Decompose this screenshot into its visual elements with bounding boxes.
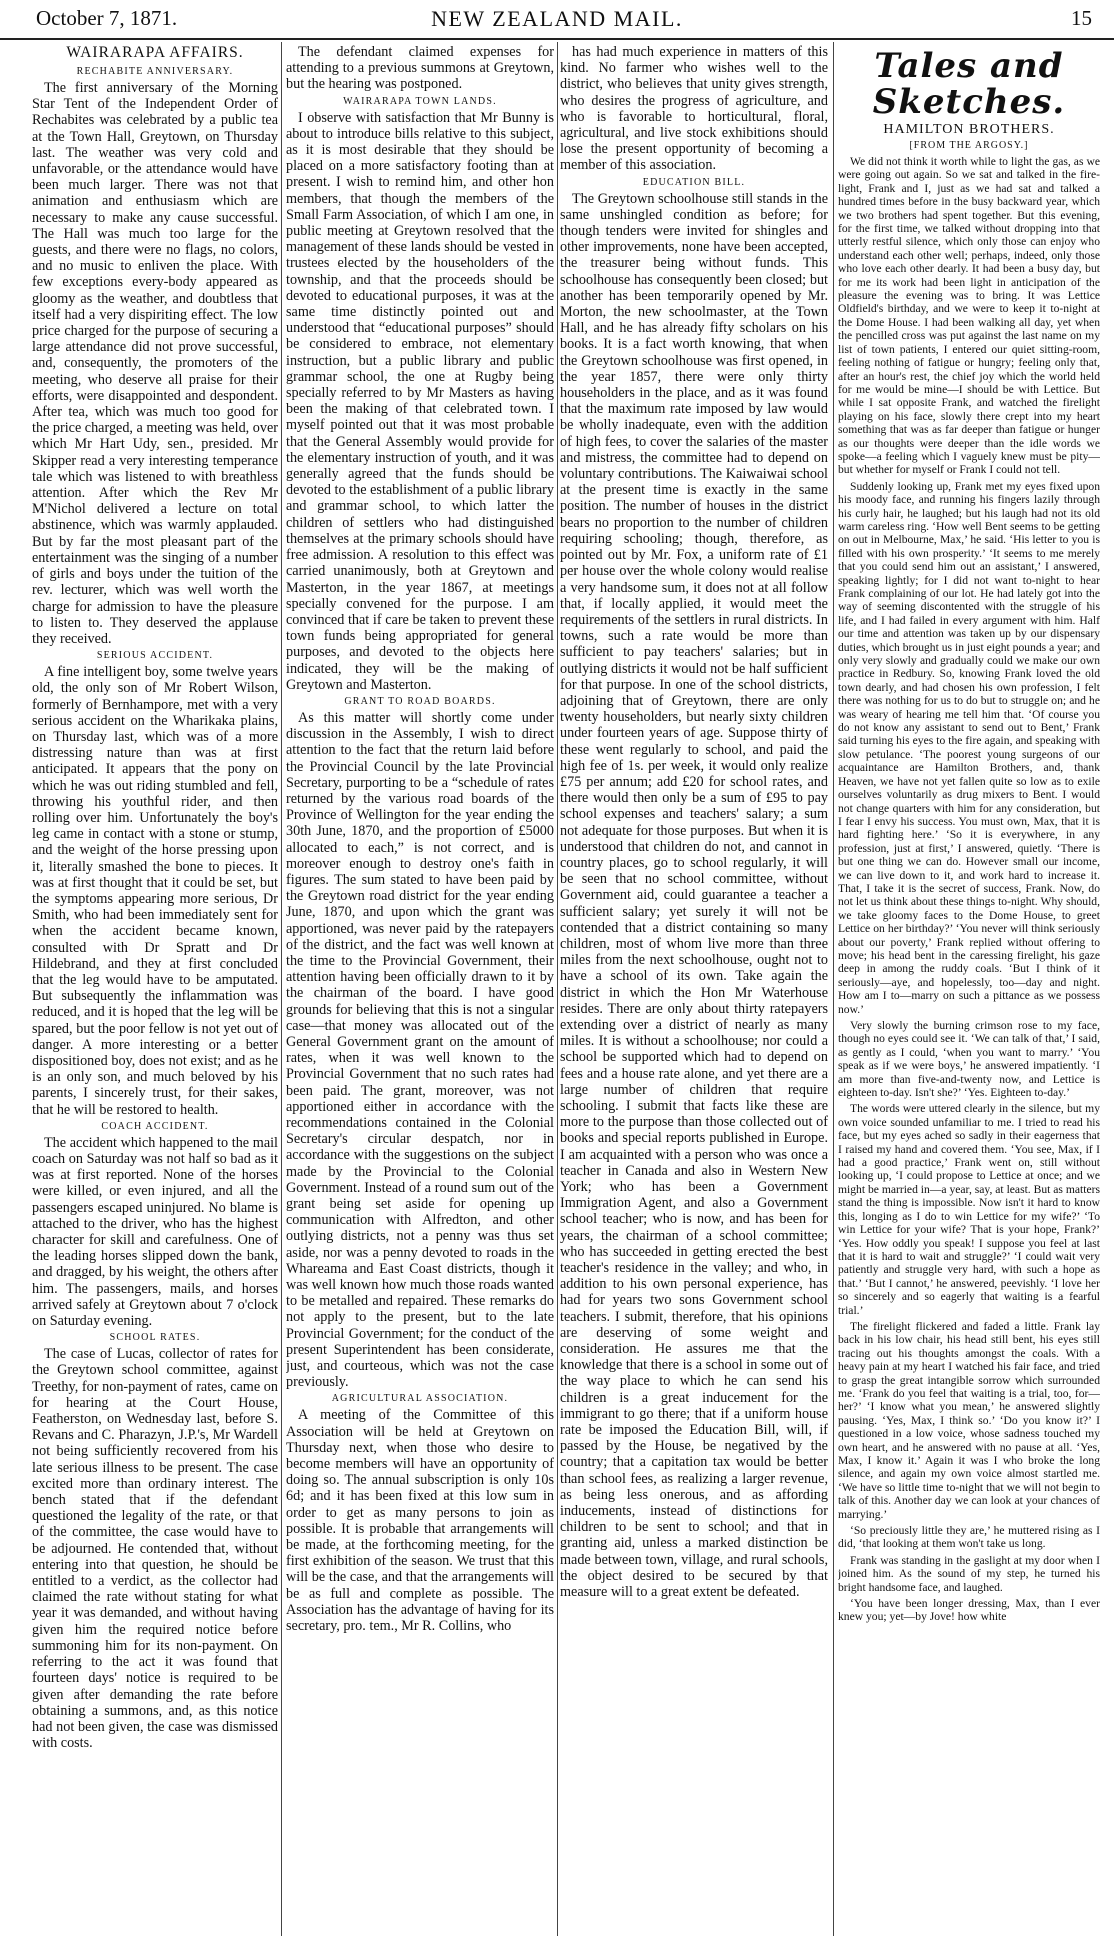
story-paragraph: Very slowly the burning crimson rose to my face, though no eyes could see it. ‘We can talk of that,’ I said, as gently as I could, ‘when you want to marry.’ ‘You speak as if we were boys,’ he answered impatiently. ‘I am more than five-and-twenty now, and Lettice is eighteen to-day. Isn't she?’ ‘Yes. Eighteen to-day.’ — [838, 1019, 1100, 1100]
story-source: [FROM THE ARGOSY.] — [909, 140, 1029, 151]
article-paragraph: A fine intelligent boy, some twelve years old, the only son of Mr Robert Wilson, formerly of Bernhampore, met with a very serious accident on the Wharikaka plains, on Thursday last, which was of a more distressing nature than was at first anticipated. It appears that the pony on which he was out riding stumbled and fell, throwing his youthful rider, and then rolling over him. Unfortunately the boy's leg came in contact with a stone or stump, and the weight of the horse pressing upon it, literally smashed the bone to pieces. It was at first thought that it could be set, but the symptoms appearing more serious, Dr Smith, who had been immediately sent for when the accident became known, consulted with Dr Spratt and Dr Hildebrand, and they at first concluded that the leg would have to be amputated. But subsequently the inflammation was reduced, and it is hoped that the leg will be spared, but the poor fellow is not yet out of danger. A more interesting or a better dispositioned boy, does not exist; and as he is an only son, and much beloved by his parents, I sincerely trust, for their sakes, that he will be restored to health. — [32, 664, 278, 1118]
column-4 — [838, 44, 1100, 1934]
article-paragraph: The case of Lucas, collector of rates for the Greytown school committee, against Treethy, for non-payment of rates, came on for hearing at the Court House, Featherston, on Wednesday last, before S. Revans and C. Pharazyn, J.P.'s, Mr Wardell not being sufficiently recovered from his late serious illness to be present. The case excited more than ordinary interest. The bench stated that if the defendant questioned the legality of the rate, or that of the committee, the case would have to be adjourned. He contended that, without entering into that question, he should be entitled to a verdict, as the collector had claimed the rate without stating for what year it was demanded, and without having given him the required notice before summoning him for its non-payment. On referring to the act it was found that fourteen days' notice is required to be given after demanding the rate before obtaining a summons, and, as this notice had not been given, the case was dismissed with costs. — [32, 1346, 278, 1752]
article-headline: WAIRARAPA AFFAIRS. — [66, 44, 244, 61]
section-title: WAIRARAPA TOWN LANDS. — [343, 95, 497, 107]
section-title: SCHOOL RATES. — [109, 1332, 201, 1344]
column-rule — [833, 42, 834, 1936]
article-paragraph: The Greytown schoolhouse still stands in the same unshingled condition as before; for though tenders were invited for shingles and other improvements, none have been accepted, the treasurer being without funds. This schoolhouse has consequently been closed; but another has been temporarily opened by Mr. Morton, the new schoolmaster, at the Town Hall, and he has already fifty scholars on his books. It is a fact worth knowing, that when the Greytown schoolhouse was first opened, in the year 1857, there were only thirty householders in the place, and as it was found that the maximum rate imposed by law would be wholly inadequate, even with the addition of high fees, to cover the salaries of the master and mistress, the committee had to depend on voluntary contributions. The Kaiwaiwai school at the present time is exactly in the same position. The number of houses in the district bears no proportion to the number of children requiring schooling; though, therefore, as pointed out by Mr. Fox, a uniform rate of £1 per house over the whole colony would realise a very handsome sum, it does not at all follow that, if locally applied, it would meet the requirements of the settlers in rural districts. In towns, such a rate would be more than sufficient to pay teachers' salaries; but in outlying districts it would not be half sufficient for that purpose. In one of the school districts, adjoining that of Greytown, there are only twenty householders, but nearly sixty children under fourteen years of age. Suppose thirty of these went regularly to school, and paid the high fee of 1s. per week, it would only realize £75 per annum; add £20 for school rates, and there would then only be a sum of £95 to pay school expenses and teachers' salary; a sum not adequate for those purposes. But when it is understood that children do not, and cannot in country places, go to school regularly, it will be seen that no school committee, without Government aid, could guarantee a teacher a sufficient salary; yet surely it will not be contended that a district containing so many children, most of whom live more than three miles from the next schoolhouse, ought not to have a school of its own. Take again the district in which the Hon Mr Waterhouse resides. There are only about thirty ratepayers extending over a district of nearly as many miles. It is without a schoolhouse; nor could a school be supported which had to depend on fees and a house rate alone, and yet there are a large number of children that require schooling. I submit that facts like these are more to the purpose than those collected out of books and special reports published in Europe. I am acquainted with a person who was once a teacher in Canada and also in Western New York; who has been a Government Immigration Agent, and also a Government school teacher; who is now, and has been for years, the chairman of a school committee; who has succeeded in getting erected the best teacher's residence in the valley; and who, in addition to his own personal experience, has had for years two sons Government school teachers. I submit, therefore, that his opinions are deserving of some weight and consideration. He assures me that the knowledge that there is a school in some out of the way place to which he can send his children is a great inducement for the immigrant to go there; that if a uniform house rate be imposed the Education Bill, will, if passed by the House, be negatived by the country; that a capitation tax would be better than school fees, as realizing a larger revenue, as being less onerous, and as affording inducements, instead of distinctions for children to be sent to school; and that in granting aid, unless a marked distinction be made between town, village, and rural schools, the object desired to be secured by that measure will to a great extent be defeated. — [560, 190, 828, 1601]
story-paragraph: ‘You have been longer dressing, Max, than I ever knew you; yet—by Jove! how white — [838, 1597, 1100, 1624]
section-title: AGRICULTURAL ASSOCIATION. — [331, 1393, 509, 1405]
story-paragraph: The firelight flickered and faded a little. Frank lay back in his low chair, his head still bent, his eyes still tracing out his thoughts amongst the coals. With a heavy pain at my heart I watched his fair face, and tried to grasp the great intangible sorrow which surrounded me. ‘Frank do you feel that waiting is a trial, too, for—her?’ ‘I know what you mean,’ he answered slightly pausing. ‘Yes, Max, I think so.’ ‘Do you know it?’ I questioned in a low voice, whose sadness touched my own heart, and he answered with no pause at all. ‘Yes, Max, I know it.’ Again it was I who broke the long silence, and again my own voice almost startled me. ‘We have so little time to-night that we will not begin to talk of this. Another day we can look at your chances of marrying.’ — [838, 1319, 1100, 1521]
page-number: 15 — [1071, 6, 1092, 30]
section-title: EDUCATION BILL. — [642, 176, 746, 188]
section-title: SERIOUS ACCIDENT. — [96, 650, 214, 662]
column-2 — [286, 44, 554, 1934]
issue-date: October 7, 1871. — [36, 6, 178, 30]
column-1 — [32, 44, 278, 1934]
story-paragraph: Frank was standing in the gaslight at my door when I joined him. As the sound of my step, he turned his bright handsome face, and laughed. — [838, 1553, 1100, 1594]
article-paragraph: The first anniversary of the Morning Star Tent of the Independent Order of Rechabites was celebrated by a public tea at the Town Hall, Greytown, on Thursday last. The weather was very cold and unfavorable, or the attendance would have been much larger. There was not that animation and enthusiasm which are necessary to make any cause successful. The Hall was much too large for the guests, and there were no flags, no colors, and no music to enliven the place. With few exceptions every-body appeared as gloomy as the weather, and doubtless that itself had a very dispiriting effect. The low price charged for the purpose of securing a large attendance did not prove successful, and, consequently, the promoters of the meeting, who deserve all praise for their efforts, were disappointed and despondent. After tea, which was much too good for the price charged, a meeting was held, over which Mr Hart Udy, sen., presided. Mr Skipper read a very interesting temperance tale which was listened to with breathless attention. After which the Rev Mr M'Nichol delivered a lecture on total abstinence, which was warmly applauded. But by far the most pleasant part of the entertainment was the singing of a number of girls and boys under the tuition of the rev. lecturer, which was well worth the charge for admission to have the pleasure to listen to. They deserved the applause they received. — [32, 80, 278, 647]
section-title: RECHABITE ANNIVERSARY. — [76, 66, 234, 77]
article-paragraph: I observe with satisfaction that Mr Bunny is about to introduce bills relative to this subject, as it is most desirable that they should be placed on a more satisfactory footing than at present. I wish to remind him, and other hon members, that though the members of the Small Farm Association, of which I am one, in public meeting at Greytown resolved that the management of these lands should be vested in trustees elected by the householders of the township, and that the proceeds should be devoted to educational purposes, it was at the same time distinctly pointed out and understood that “educational purposes” should be considered to embrace, not elementary instruction, but a public library and public grammar school, the one at Rugby being specially referred to by Mr Masters as having been the making of that celebrated town. I myself pointed out that it was most probable that the General Assembly would provide for the elementary instruction of youth, and it was generally agreed that the funds should be devoted to the establishment of a public library and grammar school, to which latter the children of settlers who had distinguished themselves at the primary schools should have free admission. A resolution to this effect was carried unanimously, both at Greytown and Masterton, in the year 1867, at meetings specially convened for the purpose. I am convinced that if care be taken to prevent these town funds being appropriated for general purposes, and devoted to the objects here indicated, they will be the making of Greytown and Masterton. — [286, 109, 554, 693]
article-paragraph: A meeting of the Committee of this Association will be held at Greytown on Thursday next, when those who desire to become members will have an opportunity of doing so. The annual subscription is only 10s 6d; and it has been fixed at this low sum in order to get as many persons to join as possible. It is probable that arrangements will be made, at the forthcoming meeting, for the first exhibition of the season. We trust that this will be the case, and that the arrangements will be as full and complete as possible. The Association has the advantage of having for its secretary, pro. tem., Mr R. Collins, who — [286, 1407, 554, 1635]
story-paragraph: We did not think it worth while to light the gas, as we were going out again. So we sat and talked in the fire-light, Frank and I, just as we had sat and talked a hundred times before in the busy backward year, which we two brothers had spent together. But this evening, for the first time, we talked without dropping into that utterly restful silence, which only those can enjoy who understand each other well; perhaps, indeed, only those who love each other dearly. It had been a busy day, but for me its work had been light in anticipation of the pleasure the evening was to bring. It was Lettice Oldfield's birthday, and we were to keep it to-night at the Dome House. I had been walking all day, yet when the pencilled cross was put against the last name on my list of town patients, I entered our quiet sitting-room, feeling nothing of fatigue or hungry; feeling only that, after an hour's rest, the chief joy which the world held for me would be mine—I should be with Lettice. But while I sat opposite Frank, and watched the firelight playing on his face, slowly there crept into my heart something that was as far deeper than fatigue or hunger as our thoughts were deeper than the idle words we spoke—a feeling which I vaguely knew must be pity—but whether for myself or Frank I could not tell. — [838, 155, 1100, 477]
section-title: GRANT TO ROAD BOARDS. — [344, 695, 496, 707]
column-rule — [281, 42, 282, 1936]
column-3 — [560, 44, 828, 1934]
column-rule — [557, 42, 558, 1936]
article-paragraph: has had much experience in matters of this kind. No farmer who wishes well to the district, who believes that unity gives strength, who desires the progress of agriculture, and who is favorable to horticultural, floral, agricultural, and live stock exhibitions should lose the present opportunity of becoming a member of this association. — [560, 44, 828, 174]
article-paragraph: The defendant claimed expenses for attending to a previous summons at Greytown, but the hearing was postponed. — [286, 44, 554, 93]
tales-and-sketches-heading: Tales and Sketches. — [872, 46, 1066, 122]
article-paragraph: As this matter will shortly come under discussion in the Assembly, I wish to direct attention to the fact that the return laid before the Provincial Council by the late Provincial Secretary, purporting to be a “schedule of rates returned by the various road boards of the Province of Wellington for the year ending the 30th June, 1870, and the proportion of £5000 allocated to each,” is not correct, and is moreover enough to destroy one's faith in figures. The sum stated to have been paid by the Greytown road district for the year ending June, 1870, and upon which the grant was apportioned, was never paid by the ratepayers of the district, and the fact was well known at the time to the Provincial Government, their attention having been officially drawn to it by the chairman of the board. I have good grounds for believing that this is not a singular case—that money was allocated out of the General Government grant on the amount of rates, when it was well known to the Provincial Government that no such rates had been paid. The grant, moreover, was not apportioned either in accordance with the recommendations contained in the Colonial Secretary's circular despatch, nor in accordance with the suggestions on the subject made by the Provincial to the Colonial Government. Instead of a round sum out of the grant being set aside for opening up communication with Alfredton, and other outlying districts, not a penny was thus set aside, nor was a penny devoted to roads in the Whareama and East Coast districts, though it was well known how much those roads wanted to be metalled and repaired. These remarks do not apply to the present, but to the late Provincial Government; for the conduct of the present Superintendent has been considerate, just, and courteous, which was not the case previously. — [286, 709, 554, 1391]
story-paragraph: Suddenly looking up, Frank met my eyes fixed upon his moody face, and running his fingers lazily through his curly hair, he laughed; but his laugh had not its old warm careless ring. ‘How well Bent seems to be getting on out in Melbourne, Max,’ he said. ‘His letter to you is filled with his own prosperity.’ ‘It seems to me merely that you could send him out an assistant,’ I answered, speaking lightly; for I did not want to-night to hear Frank complaining of our lot. He had lately got into the way of seeming discontented with the struggle of his life, and I had failed in every argument with him. Half our time and attention was taken up by our dispensary duties, which brought us in just eight pounds a year; and only very slowly and gradually could we make our own practice in Redbury. So, knowing Frank loved the old town dearly, and had chosen his own profession, I felt there was nothing for us to do but to struggle on; and he was weary of hearing me tell him that. ‘Of course you do not know any assistant to send out to Bent,’ Frank said turning his eyes to the fire again, and speaking with slow petulance. ‘The poorest young surgeons of our acquaintance are Hamilton Brothers, and, thank Heaven, we have not yet fallen quite so low as to exile ourselves voluntarily as drug mixers to Bent. I would not change quarters with him for any consideration, but I fear I envy his success. You must own, Max, that it is hard fighting here.’ ‘So it is everywhere, in any profession, just at first,’ I answered, quietly. ‘There is but one thing we can do. However small our income, we can live down to it, and work hard to increase it. That, I take it is the secret of success, Frank. Now, do not let us think about these things to-night. Why should, we take gloomy faces to the Dome House, to greet Lettice on her birthday?’ ‘You never will think seriously about our poverty,’ Frank replied without offering to move; his head bent in the caressing firelight, his gaze deep in among the ruddy coals. ‘But I think of it seriously—aye, and hopelessly, too—day and night. How am I to—marry on such a pittance as we possess now.’ — [838, 479, 1100, 1016]
story-paragraph: ‘So preciously little they are,’ he muttered rising as I did, ‘that looking at them won't take us long. — [838, 1524, 1100, 1551]
story-paragraph: The words were uttered clearly in the silence, but my own voice sounded unfamiliar to me. I tried to read his face, but my eyes ached so sadly in their eagerness that I raised my hand and covered them. ‘You see, Max, if I had a good practice,’ Frank went on, still without looking up, ‘I could propose to Lettice at once; and we might be married in—a year, say, at least. But as matters stand the thing is impossible. Now isn't it hard to know this, longing as I do to win Lettice for my wife?’ ‘To win Lettice for your wife? That is your hope, Frank?’ ‘Yes. How oddly you speak! I suppose you feel at last that it is hard to wait and struggle?’ ‘I could wait very patiently and struggle very hard, with such a hope as that.’ ‘But I cannot,’ he answered, peevishly. ‘I love her so sincerely and so eagerly that waiting is a fearful trial.’ — [838, 1102, 1100, 1317]
newspaper-title: NEW ZEALAND MAIL. — [431, 6, 683, 31]
article-paragraph: The accident which happened to the mail coach on Saturday was not half so bad as it was at first reported. None of the horses were killed, or even injured, and all the passengers escaped uninjured. No blame is attached to the driver, who has the highest character for skill and carefulness. One of the leading horses slipped down the bank, and dragged, by his weight, the others after him. The passengers, mails, and horses arrived safely at Greytown about 7 o'clock on Saturday evening. — [32, 1134, 278, 1330]
story-title: HAMILTON BROTHERS. — [883, 122, 1055, 137]
masthead — [0, 0, 1114, 40]
section-title: COACH ACCIDENT. — [101, 1120, 209, 1132]
